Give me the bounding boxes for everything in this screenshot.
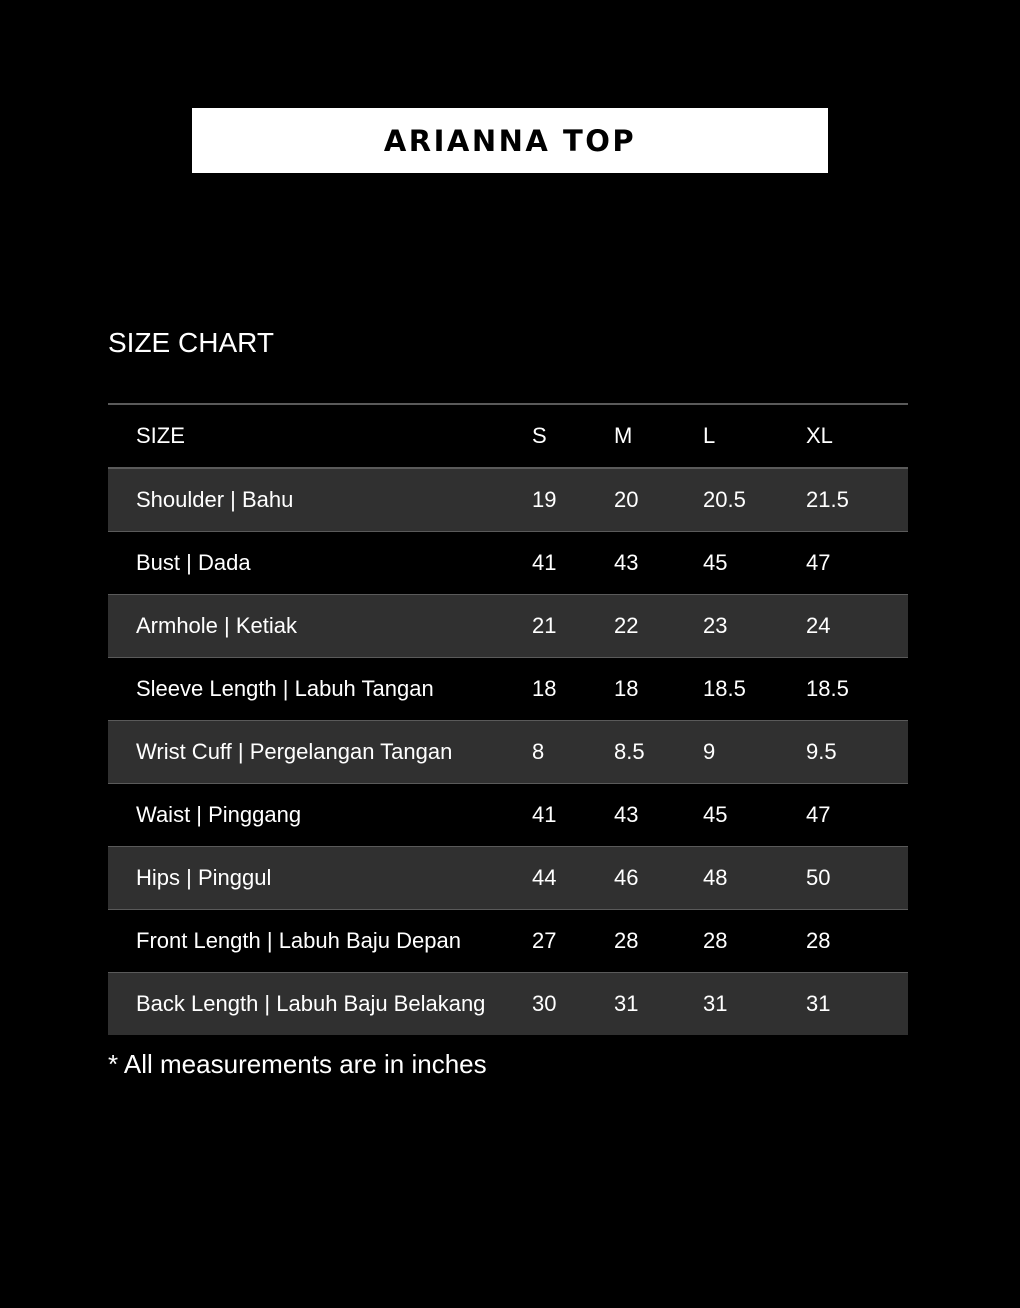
cell-l: 48	[703, 865, 728, 890]
cell-l: 31	[703, 991, 728, 1016]
cell-s: 30	[532, 991, 557, 1016]
table-row	[108, 721, 908, 784]
cell-s: 8	[532, 739, 545, 764]
header-size: SIZE	[136, 423, 185, 448]
cell-m: 31	[614, 991, 639, 1016]
size-chart-table	[108, 403, 908, 1035]
cell-l: 45	[703, 802, 728, 827]
page-title: ARIANNA TOP	[383, 123, 637, 158]
cell-m: 8.5	[614, 739, 645, 764]
cell-l: 45	[703, 550, 728, 575]
row-label: Wrist Cuff | Pergelangan Tangan	[136, 739, 453, 764]
row-label: Sleeve Length | Labuh Tangan	[136, 676, 434, 701]
row-label: Shoulder | Bahu	[136, 487, 294, 512]
title-banner	[192, 108, 828, 173]
table-row	[108, 468, 908, 532]
cell-m: 43	[614, 802, 639, 827]
header-xl: XL	[806, 423, 833, 448]
header-m: M	[614, 423, 633, 448]
cell-xl: 18.5	[806, 676, 849, 701]
cell-xl: 31	[806, 991, 831, 1016]
table-row	[108, 973, 908, 1036]
cell-s: 21	[532, 613, 557, 638]
table-row	[108, 910, 908, 973]
row-label: Back Length | Labuh Baju Belakang	[136, 991, 486, 1016]
cell-xl: 28	[806, 928, 831, 953]
cell-xl: 9.5	[806, 739, 837, 764]
cell-l: 23	[703, 613, 728, 638]
cell-l: 20.5	[703, 487, 746, 512]
row-label: Armhole | Ketiak	[136, 613, 298, 638]
cell-m: 22	[614, 613, 639, 638]
cell-s: 41	[532, 802, 557, 827]
measurement-footnote: * All measurements are in inches	[108, 1049, 487, 1079]
cell-s: 18	[532, 676, 557, 701]
header-s: S	[532, 423, 547, 448]
table-header-row	[108, 404, 908, 468]
cell-s: 44	[532, 865, 557, 890]
cell-m: 43	[614, 550, 639, 575]
cell-xl: 47	[806, 802, 831, 827]
cell-xl: 47	[806, 550, 831, 575]
cell-s: 41	[532, 550, 557, 575]
cell-m: 46	[614, 865, 639, 890]
table-row	[108, 532, 908, 595]
cell-xl: 21.5	[806, 487, 849, 512]
cell-l: 18.5	[703, 676, 746, 701]
cell-s: 19	[532, 487, 557, 512]
header-l: L	[703, 423, 716, 448]
table-row	[108, 847, 908, 910]
cell-xl: 24	[806, 613, 831, 638]
table-row	[108, 658, 908, 721]
cell-m: 28	[614, 928, 639, 953]
cell-l: 9	[703, 739, 716, 764]
table-row	[108, 595, 908, 658]
row-label: Hips | Pinggul	[136, 865, 272, 890]
table-row	[108, 784, 908, 847]
row-label: Waist | Pinggang	[136, 802, 302, 827]
section-heading: SIZE CHART	[108, 327, 274, 358]
cell-s: 27	[532, 928, 557, 953]
cell-m: 20	[614, 487, 639, 512]
cell-l: 28	[703, 928, 728, 953]
row-label: Front Length | Labuh Baju Depan	[136, 928, 461, 953]
row-label: Bust | Dada	[136, 550, 251, 575]
cell-xl: 50	[806, 865, 831, 890]
cell-m: 18	[614, 676, 639, 701]
